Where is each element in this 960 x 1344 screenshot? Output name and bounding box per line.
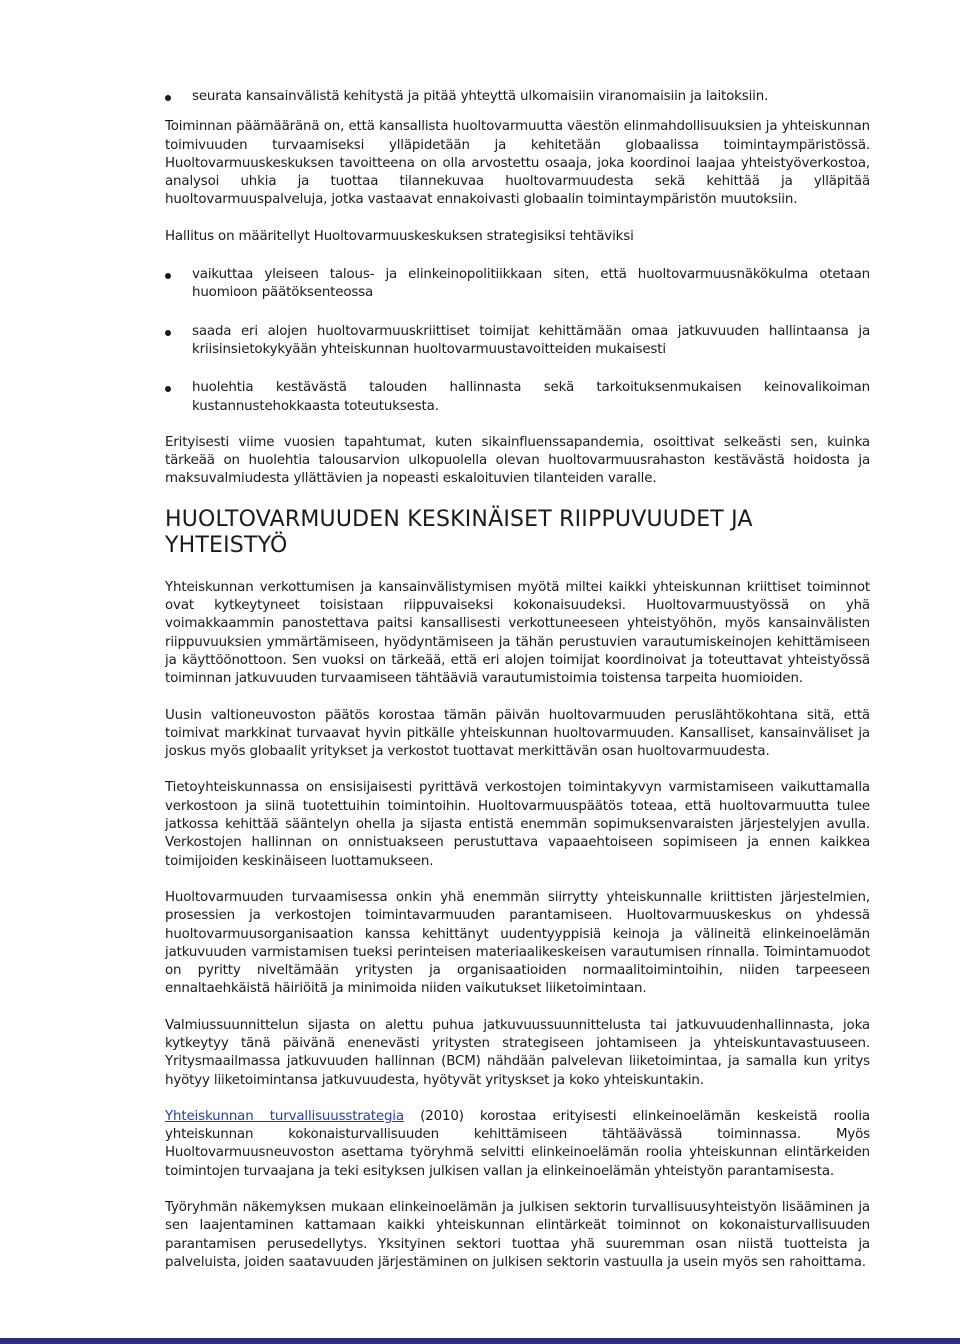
bullet-item xyxy=(165,266,870,303)
bullet-text: saada eri alojen huoltovarmuuskriittiset toimijat kehittämään omaa jatkuvuuden hallintaansa ja kriisinsietokykyään yhteiskunnan huoltovarmuustavoitteiden mukaisesti xyxy=(192,323,870,357)
bullet-item xyxy=(165,88,870,106)
paragraph: Huoltovarmuuden turvaamisessa onkin yhä enemmän siirrytty yhteiskunnalle kriittisten järjestelmien, prosessien ja verkostojen toimintavarmuuden parantamiseen. Huoltovarmuuskeskus on yhdessä huoltovarmuusorganisaation kanssa kehittänyt uudentyyppisiä keinoja ja välineitä elinkeinoelämän jatkuvuuden varmistamisen tueksi perinteisen materiaalikeskeisen varautumisen rinnalla. Toimintamuodot on pyritty niveltämään yritysten ja organisaatioiden normaalitoimintoihin, niiden tarpeeseen ennaltaehkäistä häiriöitä ja minimoida niiden vaikutukset liiketoimintaan. xyxy=(165,889,870,997)
paragraph: Hallitus on määritellyt Huoltovarmuuskeskuksen strategisiksi tehtäviksi xyxy=(165,228,634,244)
footer-bar xyxy=(0,1338,960,1344)
paragraph: Erityisesti viime vuosien tapahtumat, kuten sikainfluenssapandemia, osoittivat selkeästi sen, kuinka tärkeää on huolehtia talousarvion ulkopuolella olevan huoltovarmuusrahaston kestävästä hoidosta ja maksuvalmiudesta yllättävien ja nopeasti eskaloituvien tilanteiden varalle. xyxy=(165,434,870,487)
paragraph: Työryhmän näkemyksen mukaan elinkeinoelämän ja julkisen sektorin turvallisuusyhteistyön lisääminen ja sen laajentaminen kattamaan kaikki yhteiskunnan elintärkeät toiminnot on kokonaisturvallisuuden parantamisen perusedellytys. Yksityinen sektori tuottaa yhä suuremman osan niistä tuotteista ja palveluista, joiden saatavuuden järjestäminen on julkisen sektorin vastuulla ja usein myös sen rahoittama. xyxy=(165,1200,870,1270)
section-heading: HUOLTOVARMUUDEN KESKINÄISET RIIPPUVUUDET JA YHTEISTYÖ xyxy=(165,506,753,558)
bullet-dot-icon xyxy=(165,95,171,101)
bullet-dot-icon xyxy=(165,386,171,392)
bullet-item xyxy=(165,323,870,360)
bullet-dot-icon xyxy=(165,330,171,336)
bullet-item xyxy=(165,379,870,416)
bullet-text: vaikuttaa yleiseen talous- ja elinkeinopolitiikkaan siten, että huoltovarmuusnäkökulma otetaan huomioon päätöksenteossa xyxy=(192,267,870,301)
paragraph-text: (2010) korostaa erityisesti elinkeinoelämän keskeistä roolia yhteiskunnan kokonaisturvallisuuden kehittämiseen tähtäävässä toiminnassa. Myös Huoltovarmuusneuvoston asettama työryhmä selvitti elinkeinoelämän roolia yhteiskunnan elintärkeiden toimintojen turvaajana ja teki esityksen julkisen vallan ja elinkeinoelämän yhteistyön parantamisesta. xyxy=(165,1108,870,1179)
document-body xyxy=(165,88,870,1272)
paragraph: Tietoyhteiskunnassa on ensisijaisesti pyrittävä verkostojen toimintakyvyn varmistamiseen vaikuttamalla verkostoon ja siinä tuotettuihin toimintoihin. Huoltovarmuuspäätös toteaa, että huoltovarmuutta tulee jatkossa kehittää sääntelyn ohella ja sijasta entistä enemmän sopimuksenvaraisten järjestelyjen avulla. Verkostojen hallinnan on onnistuakseen perustuttava vapaaehtoiseen sopimiseen ja ennen kaikkea toimijoiden keskinäiseen luottamukseen. xyxy=(165,780,870,869)
bullet-text: seurata kansainvälistä kehitystä ja pitää yhteyttä ulkomaisiin viranomaisiin ja laitoksiin. xyxy=(192,89,769,104)
paragraph: Uusin valtioneuvoston päätös korostaa tämän päivän huoltovarmuuden peruslähtökohtana sitä, että toimivat markkinat turvaavat hyvin pitkälle yhteiskunnan huoltovarmuuden. Kansalliset, kansainväliset ja joskus myös globaalit yritykset ja verkostot tuottavat merkittävän osan huoltovarmuudesta. xyxy=(165,707,870,760)
paragraph: Toiminnan päämääränä on, että kansallista huoltovarmuutta väestön elinmahdollisuuksien ja yhteiskunnan toimivuuden turvaamiseksi ylläpidetään ja kehitetään globaalissa toimintaympäristössä. Huoltovarmuuskeskuksen tavoitteena on olla arvostettu osaaja, joka koordinoi laajaa yhteistyöverkostoa, analysoi uhkia ja tuottaa tilannekuvaa huoltovarmuudesta sekä kehittää ja ylläpitää huoltovarmuuspalveluja, jotka vastaavat ennakoivasti globaalin toimintaympäristön muutoksiin. xyxy=(165,119,870,208)
paragraph: Valmiussuunnittelun sijasta on alettu puhua jatkuvuussuunnittelusta tai jatkuvuudenhallinnasta, joka kytkeytyy tänä päivänä enenevästi yritysten strategiseen johtamiseen ja yhteiskuntavastuuseen. Yritysmaailmassa jatkuvuuden hallinnan (BCM) nähdään palvelevan liiketoimintaa, ja samalla kun yritys hyötyy liiketoimintansa jatkuvuudesta, hyötyvät yrityskset ja koko yhteiskuntakin. xyxy=(165,1017,870,1088)
paragraph xyxy=(165,1108,870,1181)
bullet-dot-icon xyxy=(165,273,171,279)
bullet-text: huolehtia kestävästä talouden hallinnasta sekä tarkoituksenmukaisen keinovalikoiman kustannustehokkaasta toteutuksesta. xyxy=(192,380,870,414)
strategy-link[interactable]: Yhteiskunnan turvallisuusstrategia xyxy=(165,1108,404,1124)
paragraph: Yhteiskunnan verkottumisen ja kansainvälistymisen myötä miltei kaikki yhteiskunnan kriittiset toiminnot ovat kytkeytyneet toisistaan riippuvaiseksi kokonaisuudeksi. Huoltovarmuustyössä on yhä voimakkaammin panostettava paitsi kansallisesti verkottuneeseen yhteistyöhön, myös kansainvälisten riippuvuuksien ymmärtämiseen, hyödyntämiseen ja tähän perustuvien varautumiskeinojen kehittämiseen ja käyttöönottoon. Sen vuoksi on tärkeää, että eri alojen toimijat koordinoivat ja toteuttavat yhteistyössä toiminnan jatkuvuuden turvaamiseen tähtääviä varautumistoimia toistensa tarpeita huomioiden. xyxy=(165,579,870,687)
